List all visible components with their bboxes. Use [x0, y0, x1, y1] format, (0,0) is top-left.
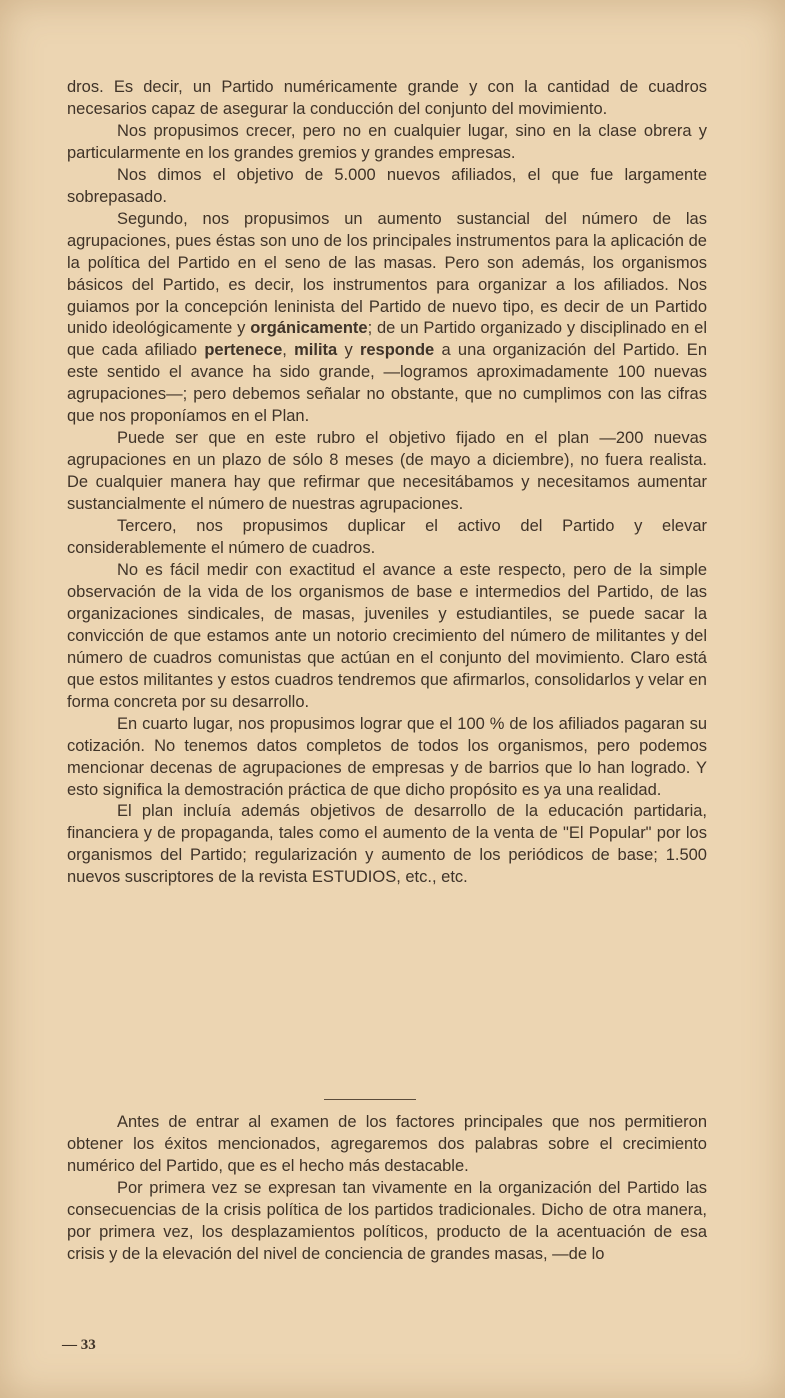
text-run: ; de un Partido organizado y disciplinado en el que cada afiliado: [67, 319, 707, 360]
paragraph: [67, 560, 707, 714]
emphasized-text: responde: [359, 341, 435, 360]
paragraph: [67, 428, 707, 516]
text-run: El plan incluía además objetivos de desarrollo de la educación partidaria, financiera y de propaganda, tales como el aumento de la venta de "El Popular" por los organismos del Partido; regularización y aumento de los periódicos de base; 1.500 nuevos suscriptores de la revista ESTUDIOS, etc., etc.: [67, 802, 707, 887]
text-run: Por primera vez se expresan tan vivamente en la organización del Partido las consecuencias de la crisis política de los partidos tradicionales. Dicho de otra manera, por primera vez, los desplazamientos políticos, producto de la acentuación de esa crisis y de la elevación del nivel de conciencia de grandes masas, —de lo: [67, 1178, 707, 1263]
page-number: — 33: [62, 1337, 96, 1353]
text-run: No es fácil medir con exactitud el avance a este respecto, pero de la simple observación de la vida de los organismos de base e intermedios del Partido, de las organizaciones sindicales, de masas, juveniles y estudiantiles, se puede sacar la convicción de que estamos ante un notorio crecimiento del número de militantes y del número de cuadros comunistas que actúan en el conjunto del movimiento. Claro está que estos militantes y estos cuadros tendremos que afirmarlos, consolidarlos y velar en forma concreta por su desarrollo.: [67, 560, 707, 711]
body-text-continued: [67, 1112, 707, 1266]
paragraph: [67, 121, 707, 165]
body-text: [67, 77, 707, 889]
paragraph: [67, 1112, 707, 1178]
paragraph: [67, 801, 707, 889]
text-run: dros. Es decir, un Partido numéricamente grande y con la cantidad de cuadros necesarios capaz de asegurar la conducción del conjunto del movimiento.: [67, 78, 707, 118]
text-run: ,: [282, 341, 295, 360]
section-divider: [324, 1099, 416, 1100]
paragraph: [67, 516, 707, 560]
text-run: Nos dimos el objetivo de 5.000 nuevos afiliados, el que fue largamente sobrepasado.: [67, 165, 707, 206]
text-run: a una organización del Partido. En este sentido el avance ha sido grande, —logramos aproximadamente 100 nuevas agrupaciones—; pero debemos señalar no obstante, que no cumplimos con las cifras que nos proponíamos en el Plan.: [67, 341, 707, 426]
emphasized-text: milita: [294, 341, 338, 360]
text-run: Antes de entrar al examen de los factores principales que nos permitieron obtener los éxitos mencionados, agregaremos dos palabras sobre el crecimiento numérico del Partido, que es el hecho más destacable.: [67, 1113, 707, 1175]
emphasized-text: pertenece: [204, 341, 283, 360]
paragraph: [67, 1178, 707, 1266]
paragraph: [67, 714, 707, 802]
emphasized-text: orgánicamente: [250, 319, 368, 338]
text-run: y: [337, 341, 360, 360]
text-run: Tercero, nos propusimos duplicar el activo del Partido y elevar considerablemente el número de cuadros.: [67, 517, 707, 558]
paragraph: [67, 209, 707, 429]
paragraph: [67, 77, 707, 121]
paragraph: [67, 165, 707, 209]
text-run: Segundo, nos propusimos un aumento sustancial del número de las agrupaciones, pues éstas son uno de los principales instrumentos para la aplicación de la política del Partido en el seno de las masas. Pero son además, los organismos básicos del Partido, es decir, los instrumentos para organizar a los afiliados. Nos guiamos por la concepción leninista del Partido de nuevo tipo, es decir de un Partido unido ideológicamente y: [67, 209, 707, 338]
text-run: Nos propusimos crecer, pero no en cualquier lugar, sino en la clase obrera y particularmente en los grandes gremios y grandes empresas.: [67, 121, 707, 162]
text-run: En cuarto lugar, nos propusimos lograr que el 100 % de los afiliados pagaran su cotización. No tenemos datos completos de todos los organismos, pero podemos mencionar decenas de agrupaciones de empresas y de barrios que lo han logrado. Y esto significa la demostración práctica de que dicho propósito es ya una realidad.: [67, 714, 707, 799]
text-run: Puede ser que en este rubro el objetivo fijado en el plan —200 nuevas agrupaciones en un plazo de sólo 8 meses (de mayo a diciembre), no fuera realista. De cualquier manera hay que refirmar que necesitábamos y necesitamos aumentar sustancialmente el número de nuestras agrupaciones.: [67, 429, 707, 514]
